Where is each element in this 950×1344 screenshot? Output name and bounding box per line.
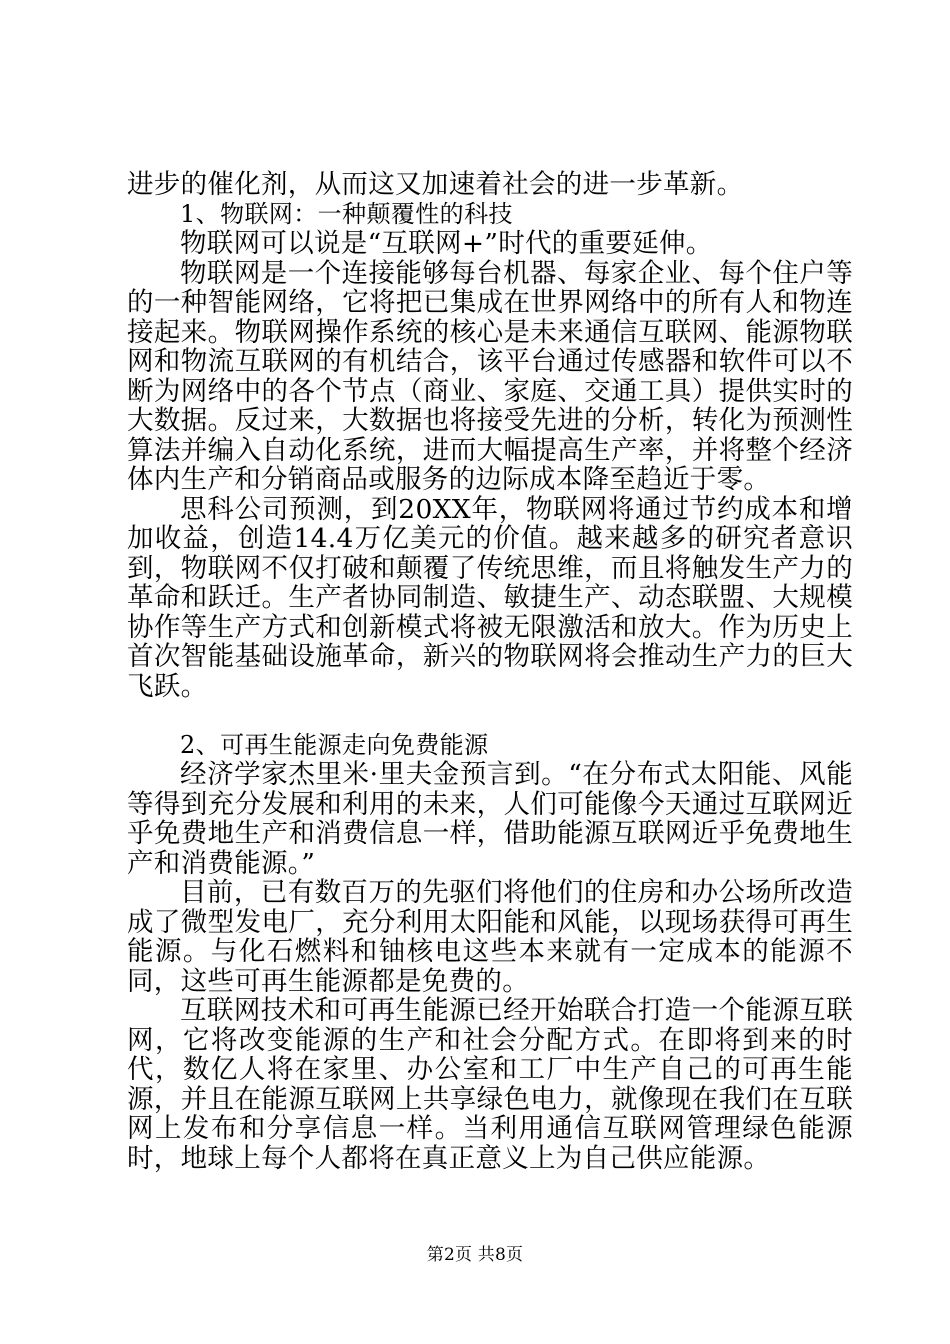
page-number-footer: 第2页 共8页 (426, 1245, 524, 1265)
paragraph-continuation: 进步的催化剂，从而这又加速着社会的进一步革新。 (127, 169, 744, 200)
paragraph: 经济学家杰里米·里夫金预言到。“在分布式太阳能、风能等得到充分发展和利用的未来，人们可能像今天通过互联网近乎免费地生产和消费信息一样，借助能源互联网近乎免费地生产和消费能源。” (127, 759, 853, 879)
paragraph: 目前，已有数百万的先驱们将他们的住房和办公场所改造成了微型发电厂，充分利用太阳能和风能，以现场获得可再生能源。与化石燃料和铀核电这些本来就有一定成本的能源不同，这些可再生能源都是免费的。 (127, 877, 853, 997)
paragraph: 物联网可以说是“互联网+”时代的重要延伸。 (180, 228, 713, 259)
paragraph: 思科公司预测，到20XX年，物联网将通过节约成本和增加收益，创造14.4万亿美元的价值。越来越多的研究者意识到，物联网不仅打破和颠覆了传统思维，而且将触发生产力的革命和跃迁。生产者协同制造、敏捷生产、动态联盟、大规模协作等生产方式和创新模式将被无限激活和放大。作为历史上首次智能基础设施革命，新兴的物联网将会推动生产力的巨大飞跃。 (127, 493, 853, 702)
section-heading-renewable: 2、可再生能源走向免费能源 (180, 730, 489, 759)
paragraph: 互联网技术和可再生能源已经开始联合打造一个能源互联网，它将改变能源的生产和社会分配方式。在即将到来的时代，数亿人将在家里、办公室和工厂中生产自己的可再生能源，并且在能源互联网上共享绿色电力，就像现在我们在互联网上发布和分享信息一样。当利用通信互联网管理绿色能源时，地球上每个人都将在真正意义上为自己供应能源。 (127, 995, 853, 1174)
document-body (127, 170, 853, 1173)
section-heading-iot: 1、物联网：一种颠覆性的科技 (180, 199, 513, 228)
paragraph: 物联网是一个连接能够每台机器、每家企业、每个住户等的一种智能网络，它将把已集成在世界网络中的所有人和物连接起来。物联网操作系统的核心是未来通信互联网、能源物联网和物流互联网的有机结合，该平台通过传感器和软件可以不断为网络中的各个节点（商业、家庭、交通工具）提供实时的大数据。反过来，大数据也将接受先进的分析，转化为预测性算法并编入自动化系统，进而大幅提高生产率，并将整个经济体内生产和分销商品或服务的边际成本降至趋近于零。 (127, 257, 853, 495)
paragraph-gap (127, 701, 853, 731)
